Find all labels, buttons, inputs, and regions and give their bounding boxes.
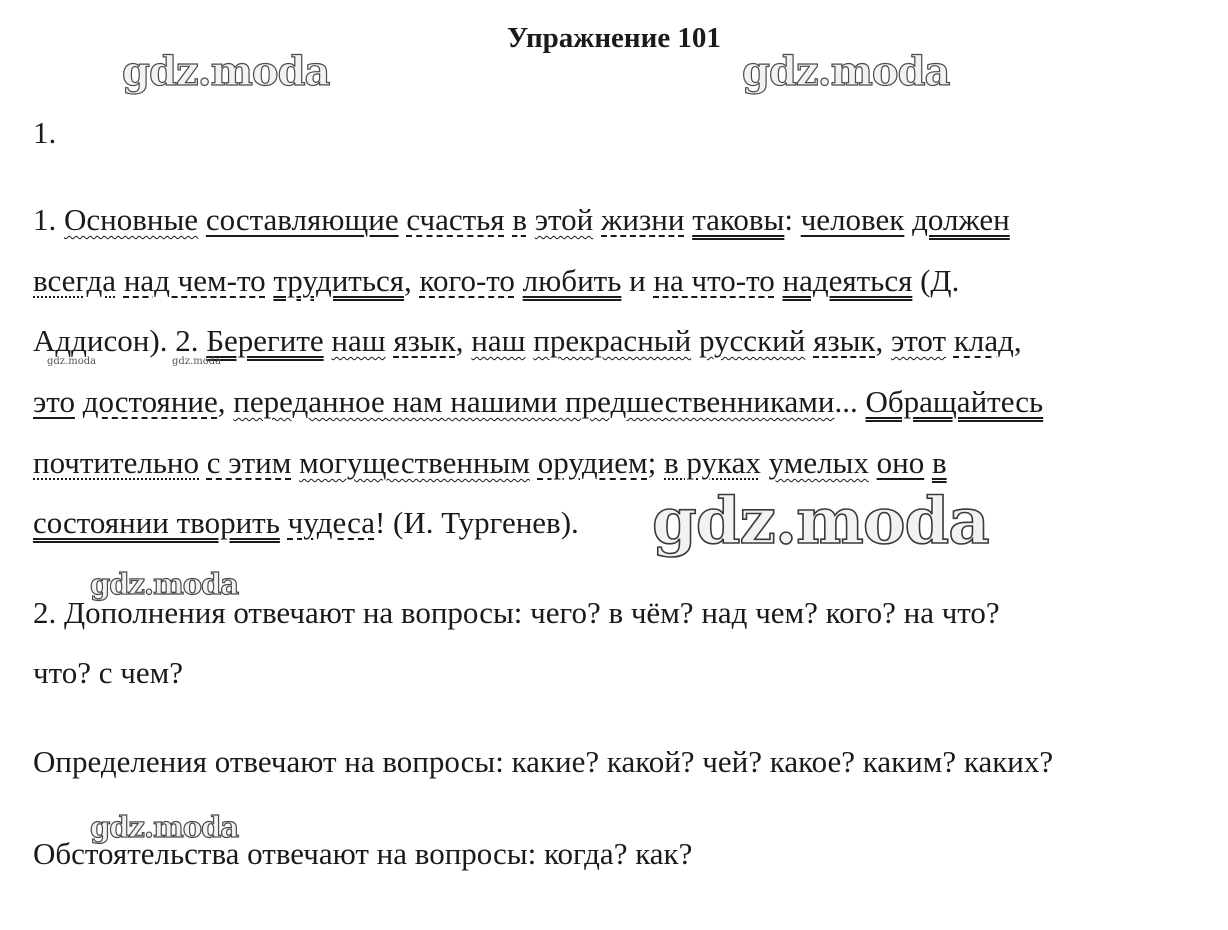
sentence-member: всегда [33,263,117,298]
sentence-member: надеяться [782,263,913,298]
objects-answer-line-1: 2. Дополнения отвечают на вопросы: чего? в чём? над чем? кого? на что? [33,595,1000,630]
sentence-member: таковы [692,202,785,237]
sentence-member: умелых [768,445,869,480]
sentence-member: человек [800,202,905,237]
sentence-text: (Д. [912,263,960,298]
sentence-text: и [621,263,654,298]
watermark-logo: gdz.moda [90,810,239,844]
watermark-logo: gdz.moda [742,48,950,95]
sentence-text: , [217,384,234,419]
sentence-text [515,263,523,298]
sentence-text: 1. [33,202,64,237]
sentence-member: Основные [64,202,199,237]
sentence-member: любить [522,263,622,298]
sentence-member: в [512,202,527,237]
sentence-member: могущественным [299,445,530,480]
sentence-member: с этим [206,445,292,480]
sentence-member: этой [534,202,594,237]
watermark-logo: gdz.moda [122,48,330,95]
attributes-answer: Определения отвечают на вопросы: какие? какой? чей? какое? каким? каких? [33,744,1054,779]
sentence-member: в [931,445,947,480]
sentence-member: жизни [601,202,685,237]
sentence-text [946,323,954,358]
sentence-text [761,445,769,480]
sentence-member: трудиться [273,263,405,298]
sentence-member: этот [890,323,947,358]
sentence-member: русский [698,323,806,358]
sentence-text [869,445,877,480]
sentence-member: это [33,384,75,419]
sentence-text: Аддисон). 2. [33,323,207,358]
watermark-small: gdz.moda [47,356,97,367]
sentence-text [527,202,535,237]
sentence-member: клад [953,323,1014,358]
sentence-member: составляющие [205,202,399,237]
sentence-text [280,505,288,540]
sentence-member: почтительно [33,445,200,480]
sentence-text: ! (И. Тургенев). [374,505,579,540]
exercise-title: Упражнение 101 [507,22,721,54]
sentence-line-1 [33,202,1010,238]
sentence-text [75,384,83,419]
sentence-text [198,202,206,237]
sentence-text [530,445,538,480]
sentence-member: наш [471,323,526,358]
sentence-member: достояние [82,384,218,419]
sentence-member: в руках [664,445,761,480]
sentence-text: , [1013,323,1022,358]
sentence-text [924,445,932,480]
sentence-member: на что-то [653,263,775,298]
sentence-line-6 [33,505,579,541]
watermark-logo: gdz.moda [90,567,239,601]
sentence-text: , [404,263,420,298]
sentence-member: оно [876,445,925,480]
sentence-member: язык [813,323,876,358]
sentence-text: , [875,323,891,358]
sentence-member: орудием [537,445,648,480]
sentence-member: должен [912,202,1010,237]
sentence-text [593,202,601,237]
sentence-line-4 [33,384,1043,420]
sentence-member: Берегите [206,323,324,358]
sentence-member: наш [331,323,386,358]
adverbials-answer: Обстоятельства отвечают на вопросы: когда? как? [33,836,693,871]
watermark-small: gdz.moda [172,356,222,367]
sentence-member: переданное нам нашими предшественниками [233,384,835,419]
sentence-text [116,263,124,298]
sentence-text [291,445,299,480]
sentence-member: язык [393,323,456,358]
sentence-text: : [784,202,801,237]
sentence-text [691,323,699,358]
watermark-logo: gdz.moda [652,484,989,559]
sentence-member: состоянии творить [33,505,280,540]
sentence-text [199,445,207,480]
sentence-member: чудеса [287,505,375,540]
sentence-text [775,263,783,298]
sentence-text [805,323,813,358]
sentence-member: кого-то [419,263,515,298]
sentence-line-2 [33,263,959,299]
sentence-line-3 [33,323,1022,359]
sentence-member: счастья [406,202,505,237]
sentence-text [904,202,912,237]
objects-answer-line-2: что? с чем? [33,655,183,690]
sentence-text: , [455,323,472,358]
section-number: 1. [33,115,57,150]
sentence-member: прекрасный [533,323,692,358]
sentence-member: над чем-то [123,263,266,298]
sentence-text: ; [647,445,665,480]
sentence-member: Обращайтесь [865,384,1044,419]
sentence-line-5 [33,445,947,481]
sentence-text: ... [834,384,866,419]
